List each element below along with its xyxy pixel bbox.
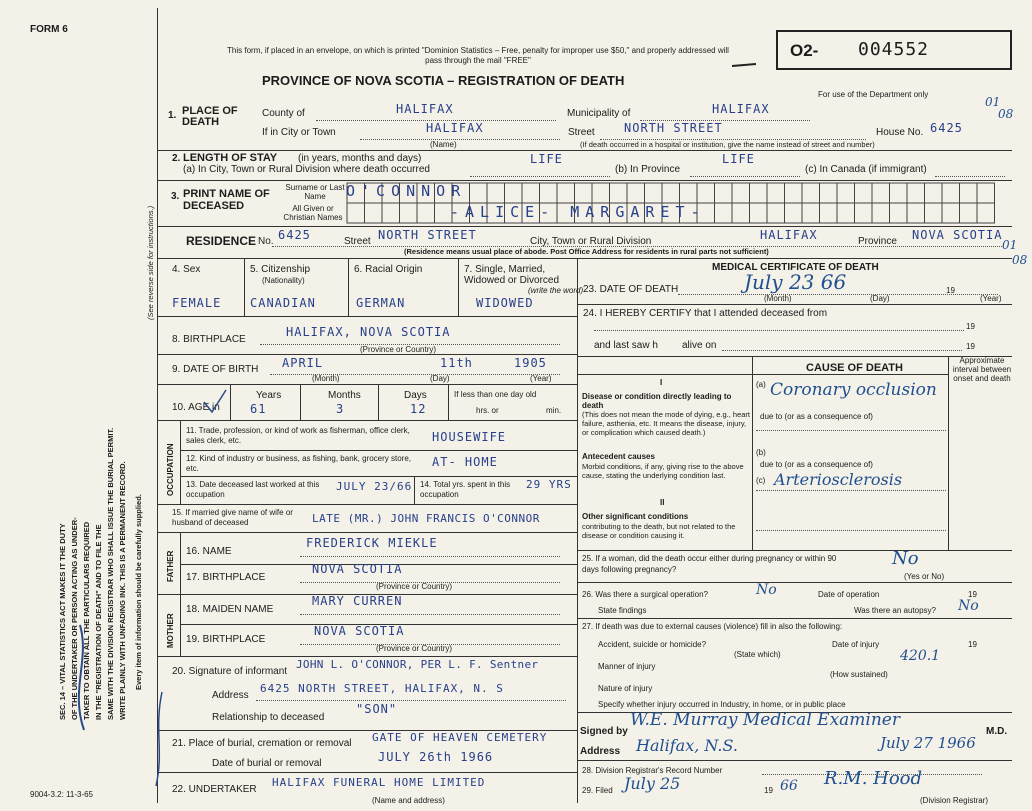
side-note-2: OF THE UNDERTAKER OR PERSON ACTING AS UNDER- — [70, 517, 79, 720]
informant-signature: JOHN L. O'CONNOR, PER L. F. Sentner — [296, 658, 539, 671]
municipality-value: HALIFAX — [712, 102, 770, 116]
residence-no-value: 6425 — [278, 228, 311, 242]
last-worked-value: JULY 23/66 — [336, 480, 413, 493]
age-checkmark — [200, 388, 230, 418]
physician-address-value: Halifax, N.S. — [636, 736, 738, 755]
margin-scribble — [60, 620, 100, 740]
burial-date-value: JULY 26th 1966 — [378, 750, 494, 764]
form-code: 9004-3.2: 11-3-65 — [30, 790, 94, 799]
surgical-value: No — [756, 582, 777, 598]
citizenship-value: CANADIAN — [250, 296, 316, 310]
margin-mark — [150, 690, 170, 790]
dept-code-1b: 08 — [998, 107, 1014, 121]
registration-number: 004552 — [858, 39, 930, 60]
spouse-value: LATE (MR.) JOHN FRANCIS O'CONNOR — [312, 512, 540, 525]
age-months-value: 3 — [336, 402, 345, 416]
signed-by-value: W.E. Murray Medical Examiner — [630, 710, 900, 730]
registrar-signature: R.M. Hood — [824, 768, 923, 789]
date-of-death-value: July 23 66 — [744, 270, 847, 294]
side-note-4: IN THE "REGISTRATION OF DEATH" AND TO FILE THE — [94, 524, 103, 720]
side-note-1: SEC. 14 – VITAL STATISTICS ACT MAKES IT THE DUTY — [58, 523, 67, 720]
surname-value: O'CONNOR — [346, 182, 467, 200]
dob-day-value: 11th — [440, 356, 473, 370]
dob-month-value: APRIL — [282, 356, 324, 370]
father-section-label: FATHER — [166, 550, 175, 582]
manner-code-value: 420.1 — [900, 648, 941, 664]
mail-notice: This form, if placed in an envelope, on which is printed "Dominion Statistics – Free, penalty for improper use $50," and properly addressed will pass through the mail "FREE" — [227, 46, 729, 65]
city-value: HALIFAX — [426, 121, 484, 135]
informant-address: 6425 NORTH STREET, HALIFAX, N. S — [260, 682, 504, 695]
dept-code-1: 01 — [985, 95, 1001, 109]
dash-mark — [730, 58, 760, 72]
dob-year-value: 1905 — [514, 356, 547, 370]
mother-maiden-value: MARY CURREN — [312, 594, 403, 608]
marital-value: WIDOWED — [476, 296, 534, 310]
physician-date-value: July 27 1966 — [880, 734, 976, 752]
registration-prefix: O2- — [790, 41, 819, 60]
department-use-note: For use of the Department only — [818, 90, 929, 99]
print-name-label: PRINT NAME OF DECEASED — [183, 188, 270, 212]
father-name-value: FREDERICK MIEKLE — [306, 536, 438, 550]
informant-relationship: "SON" — [356, 702, 398, 716]
side-note-6: WRITE PLAINLY WITH UNFADING INK. THIS IS A PERMANENT RECORD. — [118, 461, 127, 720]
filed-year-value: 66 — [780, 778, 798, 794]
stay-b-value: LIFE — [722, 152, 755, 166]
dept-code-2b: 08 — [1012, 253, 1028, 267]
undertaker-value: HALIFAX FUNERAL HOME LIMITED — [272, 776, 486, 789]
father-birthplace-value: NOVA SCOTIA — [312, 562, 403, 576]
given-names-value: -ALICE- MARGARET- — [450, 203, 706, 221]
birthplace-value: HALIFAX, NOVA SCOTIA — [286, 325, 451, 339]
autopsy-value: No — [958, 598, 979, 614]
stay-a-value: LIFE — [530, 152, 563, 166]
cause-of-death-title: CAUSE OF DEATH — [806, 362, 903, 374]
dept-code-2: 01 — [1002, 238, 1018, 252]
side-note-3: TAKER TO OBTAIN ALL THE PARTICULARS REQUIRED — [82, 521, 91, 720]
side-note-8: (See reverse side for instructions.) — [146, 205, 155, 320]
mother-birthplace-value: NOVA SCOTIA — [314, 624, 405, 638]
filed-date-value: July 25 — [624, 774, 681, 793]
residence-city-value: HALIFAX — [760, 228, 818, 242]
medical-title: MEDICAL CERTIFICATE OF DEATH — [712, 262, 879, 273]
residence-province-value: NOVA SCOTIA — [912, 228, 1003, 242]
occupation-section-label: OCCUPATION — [166, 443, 175, 496]
industry-value: AT- HOME — [432, 455, 498, 469]
form-number: FORM 6 — [30, 24, 68, 35]
age-days-value: 12 — [410, 402, 427, 416]
racial-value: GERMAN — [356, 296, 406, 310]
mother-section-label: MOTHER — [166, 613, 175, 648]
side-note-5: SAME WITH THE DIVISION REGISTRAR WHO SHALL ISSUE THE BURIAL PERMIT. — [106, 427, 115, 720]
residence-street-value: NORTH STREET — [378, 228, 477, 242]
cause-a-value: Coronary occlusion — [770, 380, 937, 400]
county-value: HALIFAX — [396, 102, 454, 116]
trade-value: HOUSEWIFE — [432, 430, 507, 444]
cause-c-value: Arteriosclerosis — [774, 470, 903, 489]
age-years-value: 61 — [250, 402, 267, 416]
registration-number-box — [776, 30, 1012, 70]
form-title: PROVINCE OF NOVA SCOTIA – REGISTRATION OF DEATH — [262, 73, 625, 88]
side-note-7: Every item of information should be carefully supplied. — [134, 494, 143, 690]
pregnant-value: No — [892, 548, 919, 569]
burial-place-value: GATE OF HEAVEN CEMETERY — [372, 731, 548, 744]
street-value: NORTH STREET — [624, 121, 723, 135]
death-registration-form: FORM 6 This form, if placed in an envelope, on which is printed "Dominion Statistics – Free, penalty for improper use $50," and properly addressed will pass through the mail "FREE" PROVINCE OF NOVA SCOTIA – REGISTRATION OF DEATH O2- 004552 For use of the Department only 01 08 01 08 SEC. 14 – VITAL STATISTICS ACT MAKES IT THE DUTY OF THE UNDERTAKER OR PERSON ACTING AS UNDER- TAKER TO OBTAIN ALL THE PARTICULARS REQUIRED IN THE "REGISTRATION OF DEATH" AND TO FILE THE SAME WITH THE DIVISION REGISTRAR WHO SHALL ISSUE THE BURIAL PERMIT. WRITE PLAINLY WITH UNFADING INK. THIS IS A PERMANENT RECORD. Every item of information should be carefully supplied. (See reverse side for instructions.) 1. PLACE OF DEATH County of HALIFAX Municipality of HALIFAX If in City or Town HALIFAX (Name) Street NORTH STREET House No. 6425 (If death occurred in a hospital or institution, give the name instead of street and number) 2. LENGTH OF STAY (in years, months and days) (a) In City, Town or Rural Division where death occurred LIFE (b) In Province LIFE (c) In Canada (if immigrant) 3. PRINT NAME OF DECEASED Surname or Last Name All Given or Christian Names O'CONNOR -ALICE- MARGARET- RESIDENCE No. 6425 Street NORTH STREET City, Town or Rural Division HALIFAX Province NOVA SCOTIA (Residence means usual place of abode. Post Office Address for residents in rural parts not sufficient) 4. Sex 5. Citizenship (Nationality) 6. Racial Origin 7. Single, Married, Widowed or Divorced (write the word) FEMALE CANADIAN GERMAN WIDOWED 8. BIRTHPLACE HALIFAX, NOVA SCOTIA (Province or Country) 9. DATE OF BIRTH APRIL 11th 1905 (Month) (Day) (Year) 10. AGE in Years Months Days 61 3 12 If less than one day old hrs. or min. OCCUPATION 11. Trade, profession, or kind of work as fisherman, office clerk, sales clerk, etc. HOUSEWIFE 12. Kind of industry or business, as fishing, bank, grocery store, etc. AT- HOME 13. Date deceased last worked at this occupation JULY 23/66 14. Total yrs. spent in this occupation 29 YRS 15. If married give name of wife or husband of deceased LATE (MR.) JOHN FRANCIS O'CONNOR FATHER 16. NAME FREDERICK MIEKLE 17. BIRTHPLACE NOVA SCOTIA (Province or Country) MOTHER 18. MAIDEN NAME MARY CURREN 19. BIRTHPLACE NOVA SCOTIA (Province or Country) 20. Signature of informant JOHN L. O'CONNOR, PER L. F. Sentner Address 6425 NORTH STREET, HALIFAX, N. S Relationship to deceased "SON" 21. Place of burial, cremation or removal GATE OF HEAVEN CEMETERY Date of burial or removal JULY 26th 1966 22. UNDERTAKER HALIFAX FUNERAL HOME LIMITED (Name and address) 9004-3.2: 11-3-65 MEDICAL CERTIFICATE OF DEATH 23. DATE OF DEATH July 23 66 19 (Month) (Day) (Year) 24. I HEREBY CERTIFY that I attended deceased from 19 and last saw h alive on 19 CAUSE OF DEATH Approximate interval between onset and death I Disease or condition directly leading to death (This does not mean the mode of dying, e.g., heart failure, asthenia, etc. It means the disease, injury, or complication which caused death.) (a) Coronary occlusion due to (or as a consequence of) Antecedent causes Morbid conditions, if any, giving rise to the above cause, stating the underlying condition last. (b) due to (or as a consequence of) (c) Arteriosclerosis II Other significant conditions contributing to the death, but not related to the disease or condition causing it. 25. If a woman, did the death occur either during pregnancy or within 90 days following pregnancy? No (Yes or No) 26. Was there a surgical operation? No Date of operation 19 State findings Was there an autopsy? No 27. If death was due to external causes (violence) fill in also the following: Accident, suicide or homicide? (State which) Date of injury 19 Manner of injury 420.1 (How sustained) Nature of injury Specify whether injury occurred in Industry, in home, or in public place Signed by W.E. Murray Medical Examiner M.D. Address Halifax, N.S. July 27 1966 28. Division Registrar's Record Number 29. Filed July 25 19 66 R.M. Hood (Division Registrar) — [0, 0, 1032, 811]
years-spent-value: 29 YRS — [526, 478, 572, 491]
sex-value: FEMALE — [172, 296, 222, 310]
house-value: 6425 — [930, 121, 963, 135]
place-of-death-label: PLACE OF DEATH — [182, 105, 238, 128]
